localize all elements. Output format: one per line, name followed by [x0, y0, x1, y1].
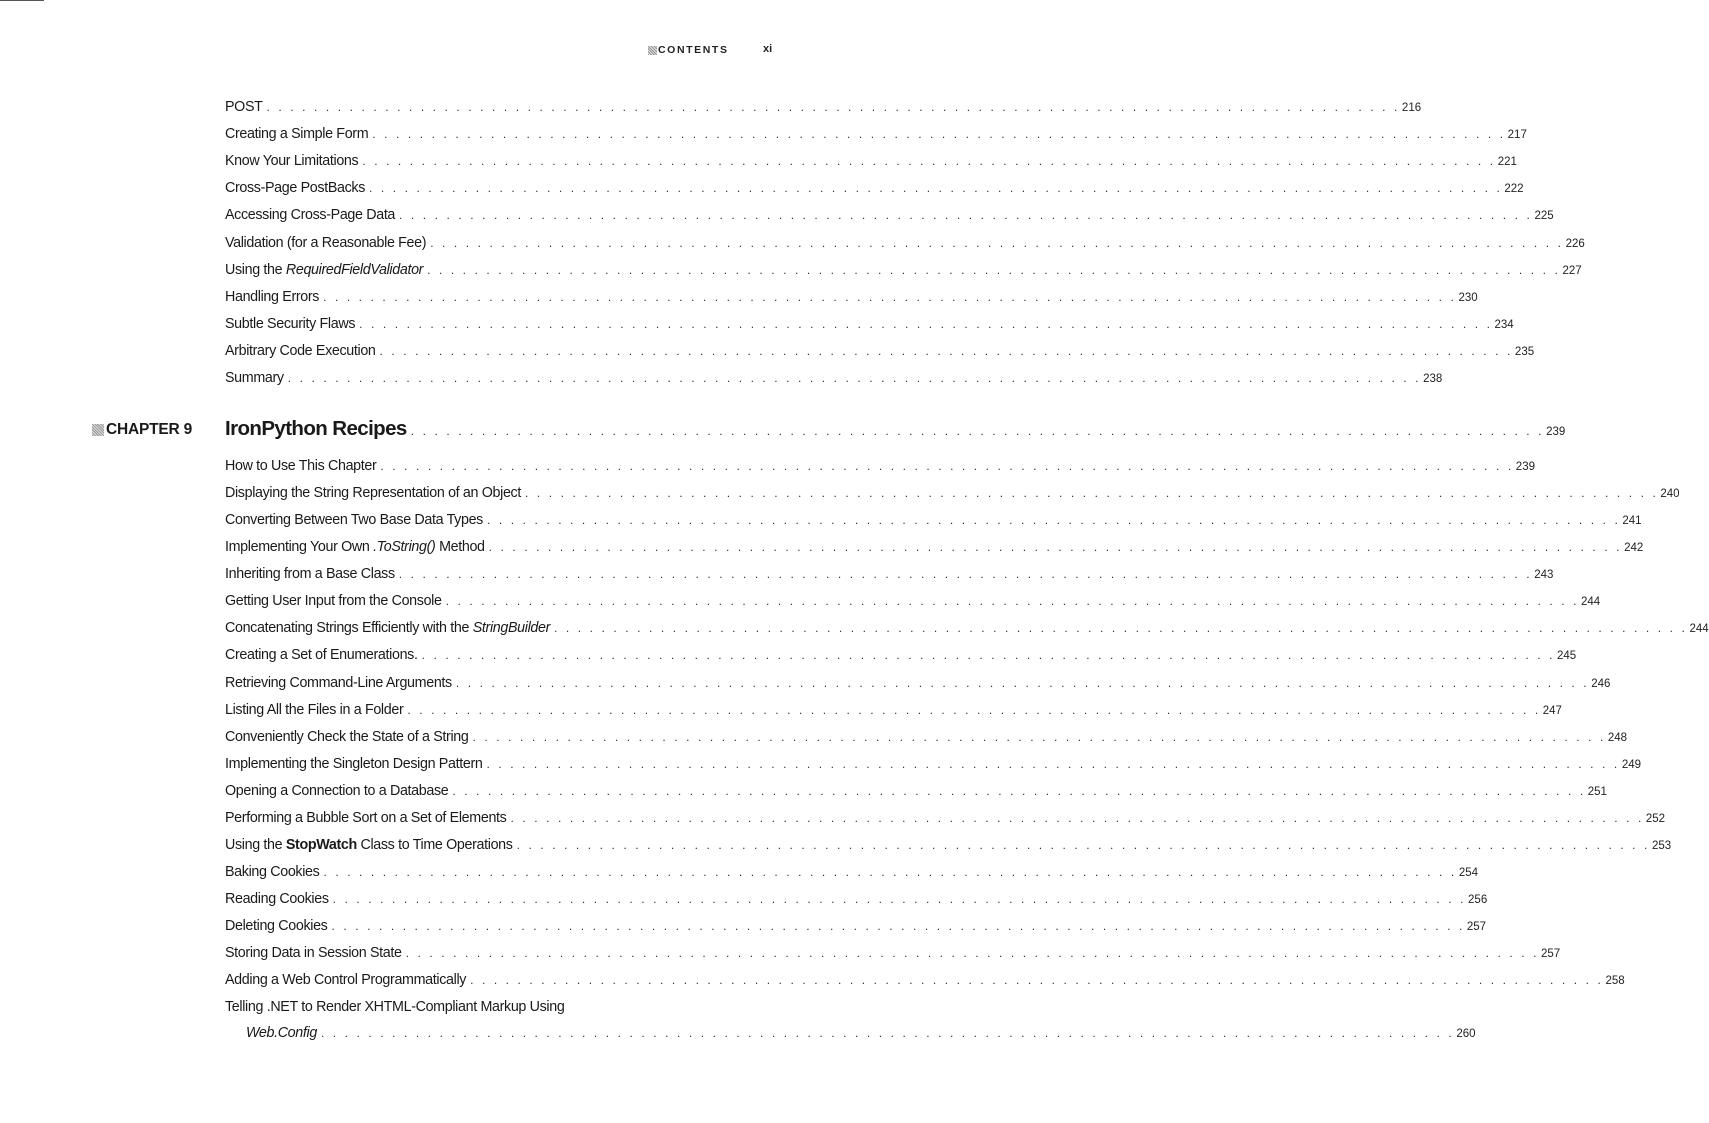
dot-leader: . . . . . . . . . . . . . . . . . . . . . . . . . . . . . . . . . . . . . . . . . . . . . . . . . . . . . . . . . . . . . . . . . . . . . . . . . . . . . . . . . . . . . . . . . . . . . . . . [266, 100, 1400, 114]
toc-entry-page: 249 [1621, 758, 1642, 771]
corner-rule [0, 0, 44, 1]
toc-entry-title: POST [225, 99, 263, 115]
toc-entry [225, 180, 1524, 198]
toc-entry [225, 972, 1625, 990]
toc-entry-title: Accessing Cross-Page Data [225, 207, 396, 224]
dot-leader: . . . . . . . . . . . . . . . . . . . . . . . . . . . . . . . . . . . . . . . . . . . . . . . . . . . . . . . . . . . . . . . . . . . . . . . . . . . . . . . . . . . . . . . . . . . . . . . . [445, 594, 1580, 609]
toc-entry-title: Concatenating Strings Efficiently with the StringBuilder [225, 620, 551, 637]
toc-entry [225, 809, 1666, 828]
dot-leader: . . . . . . . . . . . . . . . . . . . . . . . . . . . . . . . . . . . . . . . . . . . . . . . . . . . . . . . . . . . . . . . . . . . . . . . . . . . . . . . . . . . . . . . . . . . . . . . . [331, 919, 1465, 934]
toc-entry-page: 257 [1466, 921, 1487, 934]
toc-entry-emphasis: RequiredFieldValidator [285, 261, 424, 278]
dot-leader: . . . . . . . . . . . . . . . . . . . . . . . . . . . . . . . . . . . . . . . . . . . . . . . . . . . . . . . . . . . . . . . . . . . . . . . . . . . . . . . . . . . . . . . . . . . . . . . . [470, 973, 1604, 988]
toc-entry-strong: StopWatch [285, 836, 357, 853]
toc-entry-title: How to Use This Chapter [225, 458, 377, 474]
toc-entry-title: Reading Cookies [225, 891, 329, 908]
toc-entry [225, 315, 1514, 334]
toc-entry [225, 620, 1709, 638]
chapter-label [92, 421, 192, 439]
page-number: xi [763, 43, 773, 55]
chapter-page: 239 [1546, 426, 1566, 438]
toc-entry [225, 370, 1443, 388]
toc-entry-page: 235 [1514, 345, 1535, 358]
dot-leader: . . . . . . . . . . . . . . . . . . . . . . . . . . . . . . . . . . . . . . . . . . . . . . . . . . . . . . . . . . . . . . . . . . . . . . . . . . . . . . . . . . . . . . . . . . . . . . . . [359, 316, 1493, 331]
toc-entry-title: Implementing the Singleton Design Pattern [225, 755, 483, 772]
toc-entry-page: 241 [1622, 515, 1642, 528]
toc-entry-page: 222 [1504, 183, 1524, 196]
toc-entry [225, 207, 1554, 225]
toc-entry [225, 485, 1680, 503]
dot-leader: . . . . . . . . . . . . . . . . . . . . . . . . . . . . . . . . . . . . . . . . . . . . . . . . . . . . . . . . . . . . . . . . . . . . . . . . . . . . . . . . . . . . . . . . . . . . . . . . [486, 756, 1620, 771]
toc-entry-page: 256 [1468, 894, 1488, 907]
toc-entry-title: Opening a Connection to a Database [225, 782, 449, 799]
dot-leader: . . . . . . . . . . . . . . . . . . . . . . . . . . . . . . . . . . . . . . . . . . . . . . . . . . . . . . . . . . . . . . . . . . . . . . . . . . . . . . . . . . . . . . . . . . . . . . . . [369, 181, 1503, 196]
dot-leader: . . . . . . . . . . . . . . . . . . . . . . . . . . . . . . . . . . . . . . . . . . . . . . . . . . . . . . . . . . . . . . . . . . . . . . . . . . . . . . . . . . . . . . . . . . . . . . . . [379, 343, 1513, 358]
chapter-entry [225, 417, 1566, 443]
dot-leader: . . . . . . . . . . . . . . . . . . . . . . . . . . . . . . . . . . . . . . . . . . . . . . . . . . . . . . . . . . . . . . . . . . . . . . . . . . . . . . . . . . . . . . . . . . . . . . . . [362, 154, 1496, 169]
toc-entry-page: 240 [1660, 488, 1680, 501]
toc-entry-page: 253 [1651, 839, 1672, 852]
dot-leader: . . . . . . . . . . . . . . . . . . . . . . . . . . . . . . . . . . . . . . . . . . . . . . . . . . . . . . . . . . . . . . . . . . . . . . . . . . . . . . . . . . . . . . . . . . . . . . . . [472, 729, 1606, 744]
toc-entry [225, 539, 1644, 557]
toc-entry-emphasis: Web.Config [246, 1025, 317, 1041]
toc-entry-title: Creating a Set of Enumerations. [225, 647, 418, 664]
dot-leader: . . . . . . . . . . . . . . . . . . . . . . . . . . . . . . . . . . . . . . . . . . . . . . . . . . . . . . . . . . . . . . . . . . . . . . . . . . . . . . . . . . . . . . . . . . . . . . . . [421, 648, 1555, 663]
dot-leader: . . . . . . . . . . . . . . . . . . . . . . . . . . . . . . . . . . . . . . . . . . . . . . . . . . . . . . . . . . . . . . . . . . . . . . . . . . . . . . . . . . . . . . . . . . . . . . . . [488, 540, 1623, 555]
toc-entry-title: Creating a Simple Form [225, 126, 369, 143]
toc-entry [225, 234, 1585, 253]
toc-entry-title: Know Your Limitations [225, 153, 359, 170]
toc-entry-page: 254 [1458, 867, 1479, 880]
toc-entry-page: 239 [1515, 461, 1535, 473]
toc-entry-continuation [246, 1025, 1476, 1043]
toc-entry [225, 593, 1601, 611]
toc-entry-emphasis: StringBuilder [472, 620, 551, 637]
toc-entry-title: Baking Cookies [225, 864, 320, 881]
toc-entry-page: 243 [1534, 569, 1554, 582]
chapter-title: IronPython Recipes [225, 417, 407, 440]
toc-entry-title: Adding a Web Control Programmatically [225, 972, 467, 989]
toc-entry-page: 230 [1458, 291, 1478, 304]
dot-leader: . . . . . . . . . . . . . . . . . . . . . . . . . . . . . . . . . . . . . . . . . . . . . . . . . . . . . . . . . . . . . . . . . . . . . . . . . . . . . . . . . . . . . . . . . . . . . . . . [524, 486, 1659, 501]
toc-entry-page: 234 [1494, 318, 1514, 331]
toc-entry [225, 782, 1607, 801]
dot-leader: . . . . . . . . . . . . . . . . . . . . . . . . . . . . . . . . . . . . . . . . . . . . . . . . . . . . . . . . . . . . . . . . . . . . . . . . . . . . . . . . . . . . . . . . . . . . . . . . [430, 235, 1564, 250]
toc-entry-page: 246 [1591, 677, 1611, 690]
toc-entry [225, 458, 1535, 476]
chapter-number: CHAPTER 9 [106, 421, 193, 438]
toc-entry [225, 674, 1611, 693]
toc-entry-title: Listing All the Files in a Folder [225, 701, 404, 718]
toc-entry [225, 566, 1554, 584]
toc-entry [225, 945, 1561, 963]
toc-entry-title: Subtle Security Flaws [225, 315, 356, 332]
toc-entry-title: Using the StopWatch Class to Time Operations [225, 836, 513, 853]
dot-leader: . . . . . . . . . . . . . . . . . . . . . . . . . . . . . . . . . . . . . . . . . . . . . . . . . . . . . . . . . . . . . . . . . . . . . . . . . . . . . . . . . . . . . . . . . . . . . . . . [486, 513, 1621, 528]
dot-leader: . . . . . . . . . . . . . . . . . . . . . . . . . . . . . . . . . . . . . . . . . . . . . . . . . . . . . . . . . . . . . . . . . . . . . . . . . . . . . . . . . . . . . . . . . . . . . . . . [554, 621, 1688, 636]
toc-entry-title: Implementing Your Own .ToString() Method [225, 539, 485, 556]
toc-entry [225, 647, 1577, 665]
toc-entry-title: Displaying the String Representation of an Object [225, 485, 521, 502]
dot-leader: . . . . . . . . . . . . . . . . . . . . . . . . . . . . . . . . . . . . . . . . . . . . . . . . . . . . . . . . . . . . . . . . . . . . . . . . . . . . . . . . . . . . . . . . . . . . . . . . [323, 865, 1457, 880]
toc-entry [225, 153, 1517, 171]
toc-entry-page: 244 [1689, 623, 1709, 636]
toc-entry-page: 216 [1401, 102, 1422, 114]
toc-entry-page: 260 [1456, 1028, 1476, 1040]
dot-leader: . . . . . . . . . . . . . . . . . . . . . . . . . . . . . . . . . . . . . . . . . . . . . . . . . . . . . . . . . . . . . . . . . . . . . . . . . . . . . . . . . . . . . . . . . . . . . . . . [399, 208, 1533, 223]
toc-entry [225, 755, 1642, 774]
toc-entry-title: Conveniently Check the State of a String [225, 728, 469, 745]
dot-leader: . . . . . . . . . . . . . . . . . . . . . . . . . . . . . . . . . . . . . . . . . . . . . . . . . . . . . . . . . . . . . . . . . . . . . . . . . . . . . . . . . . . . . . . . . . . . . . . . [427, 262, 1561, 277]
toc-entry [225, 891, 1488, 909]
toc-entry-page: 221 [1497, 156, 1517, 169]
toc-entry-page: 242 [1624, 542, 1644, 555]
toc-entry-title: Using the RequiredFieldValidator [225, 261, 424, 278]
dot-leader: . . . . . . . . . . . . . . . . . . . . . . . . . . . . . . . . . . . . . . . . . . . . . . . . . . . . . . . . . . . . . . . . . . . . . . . . . . . . . . . . . . . . . . . . . . . . . . . . [380, 459, 1514, 473]
toc-entry-title: Converting Between Two Base Data Types [225, 512, 483, 529]
toc-entry-line1: Telling .NET to Render XHTML-Compliant Markup Using [225, 999, 565, 1015]
toc-entry-title: Handling Errors [225, 288, 320, 305]
toc-entry-page: 251 [1587, 785, 1607, 798]
running-head-title: CONTENTS [658, 44, 729, 56]
toc-entry-title: Cross-Page PostBacks [225, 180, 365, 197]
dot-leader: . . . . . . . . . . . . . . . . . . . . . . . . . . . . . . . . . . . . . . . . . . . . . . . . . . . . . . . . . . . . . . . . . . . . . . . . . . . . . . . . . . . . . . . . . . . . . . . . [372, 127, 1506, 142]
dot-leader: . . . . . . . . . . . . . . . . . . . . . . . . . . . . . . . . . . . . . . . . . . . . . . . . . . . . . . . . . . . . . . . . . . . . . . . . . . . . . . . . . . . . . . . . . . . . . . . . [320, 1026, 1455, 1040]
toc-entry-page: 226 [1565, 237, 1585, 250]
toc-entry [225, 99, 1422, 117]
dot-leader: . . . . . . . . . . . . . . . . . . . . . . . . . . . . . . . . . . . . . . . . . . . . . . . . . . . . . . . . . . . . . . . . . . . . . . . . . . . . . . . . . . . . . . . . . . . . . . . . [287, 371, 1422, 385]
toc-entry [225, 512, 1642, 530]
dot-leader: . . . . . . . . . . . . . . . . . . . . . . . . . . . . . . . . . . . . . . . . . . . . . . . . . . . . . . . . . . . . . . . . . . . . . . . . . . . . . . . . . . . . . . . . . . . . . . . . [510, 810, 1644, 825]
toc-entry [225, 864, 1479, 882]
toc-entry-title: Storing Data in Session State [225, 945, 402, 962]
dot-leader: . . . . . . . . . . . . . . . . . . . . . . . . . . . . . . . . . . . . . . . . . . . . . . . . . . . . . . . . . . . . . . . . . . . . . . . . . . . . . . . . . . . . . . . . . . . . . . . . [452, 783, 1586, 798]
toc-entry-title: Summary [225, 370, 284, 386]
dot-leader: . . . . . . . . . . . . . . . . . . . . . . . . . . . . . . . . . . . . . . . . . . . . . . . . . . . . . . . . . . . . . . . . . . . . . . . . . . . . . . . . . . . . . . . . . . . . . . . . [405, 946, 1540, 961]
section-marker-icon [648, 46, 657, 55]
toc-entry-title: Deleting Cookies [225, 918, 328, 935]
toc-entry-page: 225 [1534, 210, 1554, 223]
toc-entry-page: 252 [1645, 812, 1666, 825]
toc-entry-page: 244 [1581, 596, 1601, 609]
toc-entry [225, 728, 1628, 747]
toc-entry [225, 126, 1527, 144]
toc-entry-title: Validation (for a Reasonable Fee) [225, 234, 427, 251]
toc-entry-page: 247 [1542, 704, 1562, 717]
toc-entry-page: 258 [1605, 975, 1625, 988]
toc-entry-page: 248 [1607, 731, 1628, 744]
dot-leader: . . . . . . . . . . . . . . . . . . . . . . . . . . . . . . . . . . . . . . . . . . . . . . . . . . . . . . . . . . . . . . . . . . . . . . . . . . . . . . . . . . . . . . . . . . . . . . . . [398, 567, 1533, 582]
dot-leader: . . . . . . . . . . . . . . . . . . . . . . . . . . . . . . . . . . . . . . . . . . . . . . . . . . . . . . . . . . . . . . . . . . . . . . . . . . . . . . . . . . . . . . . . . . . . . . . . [516, 837, 1650, 852]
dot-leader: . . . . . . . . . . . . . . . . . . . . . . . . . . . . . . . . . . . . . . . . . . . . . . . . . . . . . . . . . . . . . . . . . . . . . . . . . . . . . . . . . . . . . . . . . . . . . . . . [332, 892, 1467, 907]
toc-entry [225, 918, 1487, 936]
chapter-marker-icon [92, 424, 104, 436]
dot-leader: . . . . . . . . . . . . . . . . . . . . . . . . . . . . . . . . . . . . . . . . . . . . . . . . . . . . . . . . . . . . . . . . . . . . . . . . . . . . . . . . . . . . . . . . . . . . . . . . [323, 289, 1457, 304]
running-head [0, 44, 816, 60]
toc-entry-page: 217 [1507, 129, 1527, 142]
toc-entry-page: 227 [1562, 264, 1582, 277]
toc-entry [225, 701, 1562, 720]
toc-entry-title: Arbitrary Code Execution [225, 342, 376, 359]
toc-entry-title: Getting User Input from the Console [225, 593, 442, 610]
toc-entry [225, 342, 1535, 361]
toc-entry [225, 836, 1672, 855]
dot-leader: . . . . . . . . . . . . . . . . . . . . . . . . . . . . . . . . . . . . . . . . . . . . . . . . . . . . . . . . . . . . . . . . . . . . . . . . . . . . . . . . . . . . . . . . . . . . . . . . [455, 675, 1590, 690]
toc-entry-page: 245 [1557, 650, 1577, 663]
toc-entry-title: Retrieving Command-Line Arguments [225, 674, 452, 691]
dot-leader: . . . . . . . . . . . . . . . . . . . . . . . . . . . . . . . . . . . . . . . . . . . . . . . . . . . . . . . . . . . . . . . . . . . . . . . . . . . . . . . . . . . . . . . . . . . . . . . . [407, 702, 1541, 717]
toc-entry [225, 261, 1582, 280]
toc-entry-page: 238 [1423, 373, 1443, 385]
toc-entry-title: Performing a Bubble Sort on a Set of Elements [225, 809, 507, 826]
toc-entry [225, 288, 1478, 307]
dot-leader: . . . . . . . . . . . . . . . . . . . . . . . . . . . . . . . . . . . . . . . . . . . . . . . . . . . . . . . . . . . . . . . . . . . . . . . . . . . . . . . . . . . . . . . . . . . . . . . . [410, 424, 1545, 438]
toc-entry-emphasis: .ToString() [373, 539, 436, 556]
toc-entry-title: Inheriting from a Base Class [225, 566, 395, 583]
toc-entry-page: 257 [1541, 948, 1561, 961]
